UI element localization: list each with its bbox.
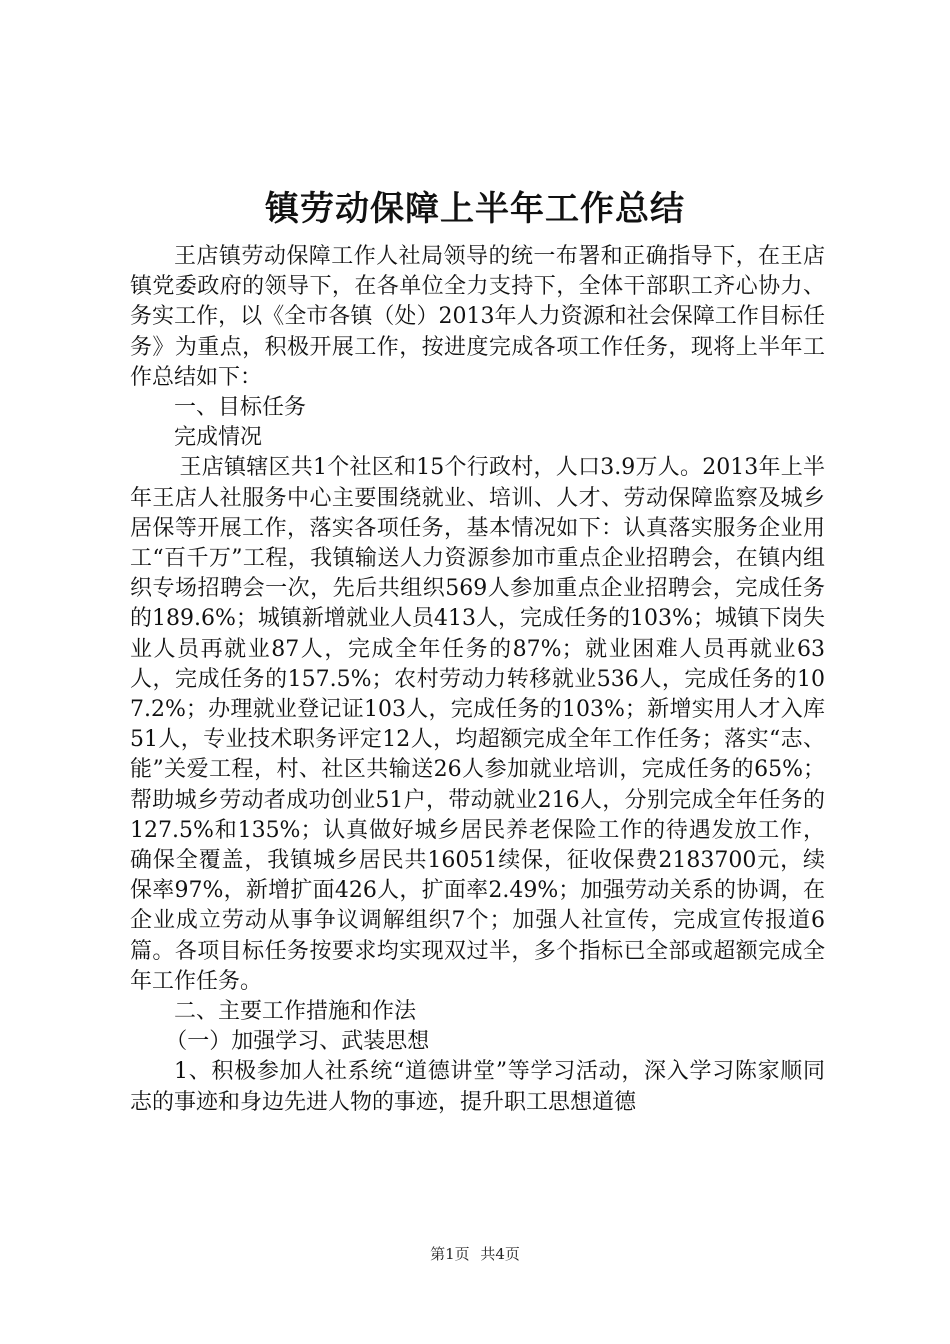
page-total: 共4页 [480,1245,520,1263]
section-heading-2: 二、主要工作措施和作法 [174,999,417,1025]
document-body [130,242,825,1118]
subheading-completion: 完成情况 [174,425,263,451]
item-paragraph-1: 1、积极参加人社系统“道德讲堂”等学习活动，深入学习陈家顺同志的事迹和身边先进人物的事迹，提升职工思想道德 [130,1059,825,1115]
section-heading-1: 一、目标任务 [174,395,307,421]
intro-paragraph: 王店镇劳动保障工作人社局领导的统一布署和正确指导下，在王店镇党委政府的领导下，在各单位全力支持下，全体干部职工齐心协力、务实工作，以《全市各镇（处）2013年人力资源和社会保障工作目标任务》为重点，积极开展工作，按进度完成各项工作任务，现将上半年工作总结如下： [130,244,825,390]
page-footer [0,1244,950,1264]
document-title: 镇劳动保障上半年工作总结 [265,189,685,229]
completion-paragraph: 王店镇辖区共1个社区和15个行政村，人口3.9万人。2013年上半年王店人社服务中心主要围绕就业、培训、人才、劳动保障监察及城乡居保等开展工作，落实各项任务，基本情况如下：认真落实服务企业用工“百千万”工程，我镇输送人力资源参加市重点企业招聘会，在镇内组织专场招聘会一次，先后共组织569人参加重点企业招聘会，完成任务的189.6%；城镇新增就业人员413人，完成任务的103%；城镇下岗失业人员再就业87人，完成全年任务的87%；就业困难人员再就业63人，完成任务的157.5%；农村劳动力转移就业536人，完成任务的107.2%；办理就业登记证103人，完成任务的103%；新增实用人才入库51人，专业技术职务评定12人，均超额完成全年工作任务；落实“志、能”关爱工程，村、社区共输送26人参加就业培训，完成任务的65%；帮助城乡劳动者成功创业51户，带动就业216人，分别完成全年任务的127.5%和135%；认真做好城乡居民养老保险工作的待遇发放工作，确保全覆盖，我镇城乡居民共16051续保，征收保费2183700元，续保率97%，新增扩面426人，扩面率2.49%；加强劳动关系的协调，在企业成立劳动从事争议调解组织7个；加强人社宣传，完成宣传报道6篇。各项目标任务按要求均实现双过半，多个指标已全部或超额完成全年工作任务。 [130,455,825,994]
subsection-heading-1: （一）加强学习、武装思想 [165,1029,430,1055]
page-number: 第1页 [430,1245,470,1263]
